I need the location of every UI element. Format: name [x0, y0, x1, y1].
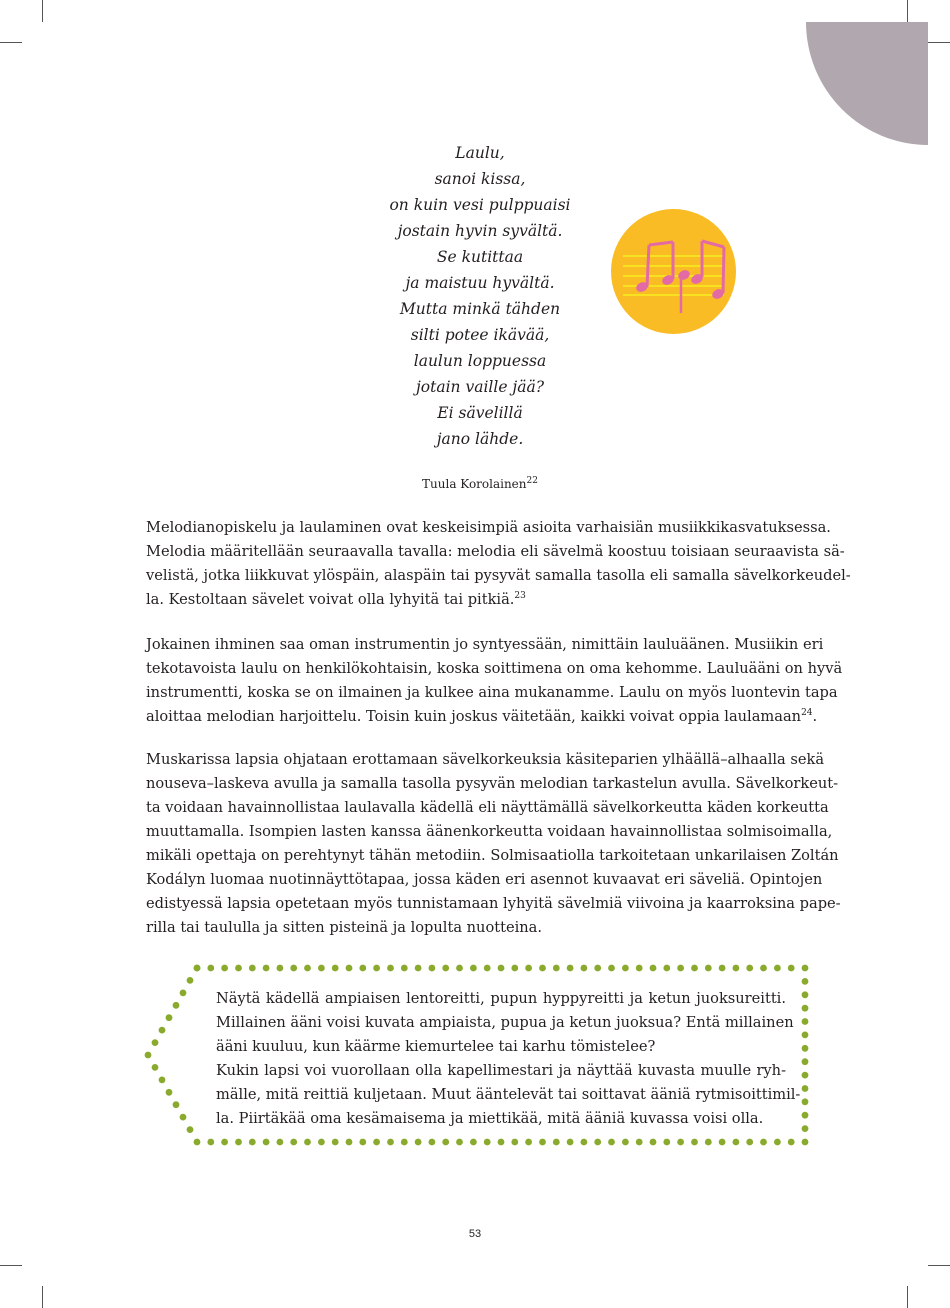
- paragraph-line-text: la. Kestoltaan sävelet voivat olla lyhyitä tai pitkiä.: [146, 591, 515, 608]
- poem-line: jotain vaille jää?: [415, 378, 545, 396]
- border-dot: [622, 1139, 629, 1146]
- border-dot: [346, 965, 353, 972]
- border-dot: [733, 965, 740, 972]
- border-dot: [705, 965, 712, 972]
- border-dot: [318, 965, 325, 972]
- border-dot: [802, 1045, 809, 1052]
- border-dot: [442, 1139, 449, 1146]
- border-dot: [636, 965, 643, 972]
- border-dot: [525, 965, 532, 972]
- border-dot: [650, 965, 657, 972]
- border-dot: [456, 1139, 463, 1146]
- poem-line: Ei sävelillä: [437, 404, 523, 422]
- border-dot: [581, 1139, 588, 1146]
- border-dot: [553, 965, 560, 972]
- border-dot: [359, 965, 366, 972]
- footnote-ref: 24: [801, 708, 813, 718]
- border-dot: [788, 965, 795, 972]
- border-dot: [733, 1139, 740, 1146]
- border-dot: [470, 965, 477, 972]
- poem-line: ja maistuu hyvältä.: [405, 274, 555, 292]
- border-dot: [249, 965, 256, 972]
- paragraph-line: nouseva–laskeva avulla ja samalla tasolla pysyvän melodian tarkastelun avulla. Sävelkorkeut-: [146, 775, 839, 792]
- poem-line: laulun loppuessa: [413, 352, 547, 370]
- border-dot: [373, 965, 380, 972]
- border-dot: [498, 965, 505, 972]
- paragraph-line: Jokainen ihminen saa oman instrumentin jo syntyessään, nimittäin lauluäänen. Musiikin eri: [146, 636, 824, 653]
- border-dot: [173, 1101, 180, 1108]
- paragraph-line: tekotavoista laulu on henkilökohtaisin, koska soittimena on oma kehomme. Lauluääni on hyvä: [146, 660, 843, 677]
- border-dot: [194, 965, 201, 972]
- poem-line: Mutta minkä tähden: [399, 300, 561, 318]
- border-dot: [511, 965, 518, 972]
- border-dot: [290, 965, 297, 972]
- border-dot: [442, 965, 449, 972]
- paragraph-line: muuttamalla. Isompien lasten kanssa äänenkorkeutta voidaan havainnollistaa solmisoimalla,: [146, 823, 833, 840]
- paragraph-line: Kodályn luomaa nuotinnäyttötapaa, jossa käden eri asennot kuvaavat eri säveliä. Opintojen: [146, 871, 823, 888]
- border-dot: [802, 1005, 809, 1012]
- border-dot: [429, 965, 436, 972]
- paragraph-line: ta voidaan havainnollistaa laulavalla kädellä eli näyttämällä sävelkorkeutta käden korkeutta: [146, 799, 829, 816]
- border-dot: [401, 965, 408, 972]
- border-dot: [387, 1139, 394, 1146]
- border-dot: [581, 965, 588, 972]
- border-dot: [180, 990, 187, 997]
- border-dot: [802, 1112, 809, 1119]
- border-dot: [691, 965, 698, 972]
- border-dot: [180, 1114, 187, 1121]
- border-dot: [760, 1139, 767, 1146]
- border-dot: [173, 1002, 180, 1009]
- border-dot: [221, 1139, 228, 1146]
- border-dot: [277, 1139, 284, 1146]
- poem-line: Laulu,: [455, 144, 505, 162]
- paragraph-line: Melodia määritellään seuraavalla tavalla: melodia eli sävelmä koostuu toisiaan seuraavista sä-: [146, 543, 845, 560]
- border-dot: [484, 965, 491, 972]
- poem-line: sanoi kissa,: [434, 170, 526, 188]
- border-dot: [415, 965, 422, 972]
- activity-line: Millainen ääni voisi kuvata ampiaista, pupua ja ketun juoksua? Entä millainen: [216, 1014, 794, 1031]
- border-dot: [235, 965, 242, 972]
- border-dot: [663, 965, 670, 972]
- border-dot: [429, 1139, 436, 1146]
- border-dot: [332, 965, 339, 972]
- paragraph-line-trailing: .: [812, 708, 818, 725]
- border-dot: [304, 965, 311, 972]
- border-dot: [525, 1139, 532, 1146]
- border-dot: [346, 1139, 353, 1146]
- border-dot: [187, 977, 194, 984]
- border-dot: [207, 1139, 214, 1146]
- border-dot: [359, 1139, 366, 1146]
- border-dot: [802, 1085, 809, 1092]
- border-dot: [159, 1027, 166, 1034]
- border-dot: [373, 1139, 380, 1146]
- border-dot: [746, 965, 753, 972]
- border-dot: [663, 1139, 670, 1146]
- border-dot: [159, 1077, 166, 1084]
- border-dot: [263, 965, 270, 972]
- border-dot: [553, 1139, 560, 1146]
- border-dot: [249, 1139, 256, 1146]
- border-dot: [802, 1139, 809, 1146]
- border-dot: [802, 978, 809, 985]
- border-dot: [774, 965, 781, 972]
- border-dot: [304, 1139, 311, 1146]
- border-dot: [290, 1139, 297, 1146]
- border-dot: [774, 1139, 781, 1146]
- border-dot: [636, 1139, 643, 1146]
- border-dot: [705, 1139, 712, 1146]
- border-dot: [401, 1139, 408, 1146]
- border-dot: [622, 965, 629, 972]
- border-dot: [608, 965, 615, 972]
- border-dot: [387, 965, 394, 972]
- border-dot: [719, 965, 726, 972]
- activity-line: Näytä kädellä ampiaisen lentoreitti, pupun hyppyreitti ja ketun juoksureitti.: [216, 990, 786, 1007]
- border-dot: [539, 1139, 546, 1146]
- paragraph-line: edistyessä lapsia opetetaan myös tunnistamaan lyhyitä sävelmiä viivoina ja kaarroksina pape-: [146, 895, 841, 912]
- border-dot: [415, 1139, 422, 1146]
- poem-line: on kuin vesi pulppuaisi: [389, 196, 571, 214]
- border-dot: [145, 1052, 152, 1059]
- border-dot: [802, 1098, 809, 1105]
- activity-line: mälle, mitä reittiä kuljetaan. Muut ääntelevät tai soittavat ääniä rytmisoittimil-: [216, 1086, 801, 1103]
- poem-line: silti potee ikävää,: [410, 326, 550, 344]
- border-dot: [802, 1125, 809, 1132]
- border-dot: [594, 965, 601, 972]
- poem-line: jostain hyvin syvältä.: [397, 222, 563, 240]
- paragraph-line: rilla tai taululla ja sitten pisteinä ja lopulta nuotteina.: [146, 919, 543, 936]
- border-dot: [650, 1139, 657, 1146]
- paragraph-line: mikäli opettaja on perehtynyt tähän metodiin. Solmisaatiolla tarkoitetaan unkarilaisen Zoltán: [146, 847, 839, 864]
- border-dot: [207, 965, 214, 972]
- border-dot: [152, 1064, 159, 1071]
- activity-line: la. Piirtäkää oma kesämaisema ja miettikää, mitä ääniä kuvassa voisi olla.: [216, 1110, 764, 1127]
- page-number: 53: [468, 1228, 482, 1240]
- border-dot: [719, 1139, 726, 1146]
- border-dot: [166, 1089, 173, 1096]
- border-dot: [677, 965, 684, 972]
- poem-line: Se kutittaa: [436, 248, 524, 266]
- footnote-ref: 22: [526, 476, 538, 486]
- border-dot: [484, 1139, 491, 1146]
- paragraph-line: Melodianopiskelu ja laulaminen ovat keskeisimpiä asioita varhaisiän musiikkikasvatuksessa.: [146, 519, 831, 536]
- border-dot: [166, 1014, 173, 1021]
- border-dot: [539, 965, 546, 972]
- activity-box-text: [216, 987, 801, 1131]
- border-dot: [677, 1139, 684, 1146]
- border-dot: [802, 965, 809, 972]
- border-dot: [152, 1039, 159, 1046]
- paragraph-line: Muskarissa lapsia ohjataan erottamaan sävelkorkeuksia käsiteparien ylhäällä–alhaalla sekä: [146, 751, 825, 768]
- paragraph-line-text: aloittaa melodian harjoittelu. Toisin kuin joskus väitetään, kaikki voivat oppia laulamaan: [146, 708, 802, 725]
- border-dot: [608, 1139, 615, 1146]
- border-dot: [332, 1139, 339, 1146]
- poem-line: jano lähde.: [436, 430, 524, 448]
- activity-line: ääni kuuluu, kun käärme kiemurtelee tai karhu tömistelee?: [216, 1038, 656, 1055]
- border-dot: [263, 1139, 270, 1146]
- border-dot: [567, 965, 574, 972]
- border-dot: [318, 1139, 325, 1146]
- author-name: Tuula Korolainen: [422, 477, 527, 491]
- border-dot: [277, 965, 284, 972]
- border-dot: [802, 991, 809, 998]
- border-dot: [788, 1139, 795, 1146]
- border-dot: [802, 1032, 809, 1039]
- border-dot: [802, 1058, 809, 1065]
- border-dot: [470, 1139, 477, 1146]
- border-dot: [187, 1126, 194, 1133]
- border-dot: [594, 1139, 601, 1146]
- footnote-ref: 23: [514, 591, 526, 601]
- paragraph-line: velistä, jotka liikkuvat ylöspäin, alaspäin tai pysyvät samalla tasolla eli samalla sävelkorkeudel-: [146, 567, 851, 584]
- border-dot: [691, 1139, 698, 1146]
- border-dot: [456, 965, 463, 972]
- border-dot: [746, 1139, 753, 1146]
- border-dot: [221, 965, 228, 972]
- border-dot: [802, 1072, 809, 1079]
- paragraph-line: instrumentti, koska se on ilmainen ja kulkee aina mukanamme. Laulu on myös luontevin tapa: [146, 684, 838, 701]
- border-dot: [235, 1139, 242, 1146]
- activity-line: Kukin lapsi voi vuorollaan olla kapellimestari ja näyttää kuvasta muulle ryh-: [216, 1062, 786, 1079]
- border-dot: [194, 1139, 201, 1146]
- border-dot: [511, 1139, 518, 1146]
- border-dot: [498, 1139, 505, 1146]
- border-dot: [760, 965, 767, 972]
- border-dot: [802, 1018, 809, 1025]
- border-dot: [567, 1139, 574, 1146]
